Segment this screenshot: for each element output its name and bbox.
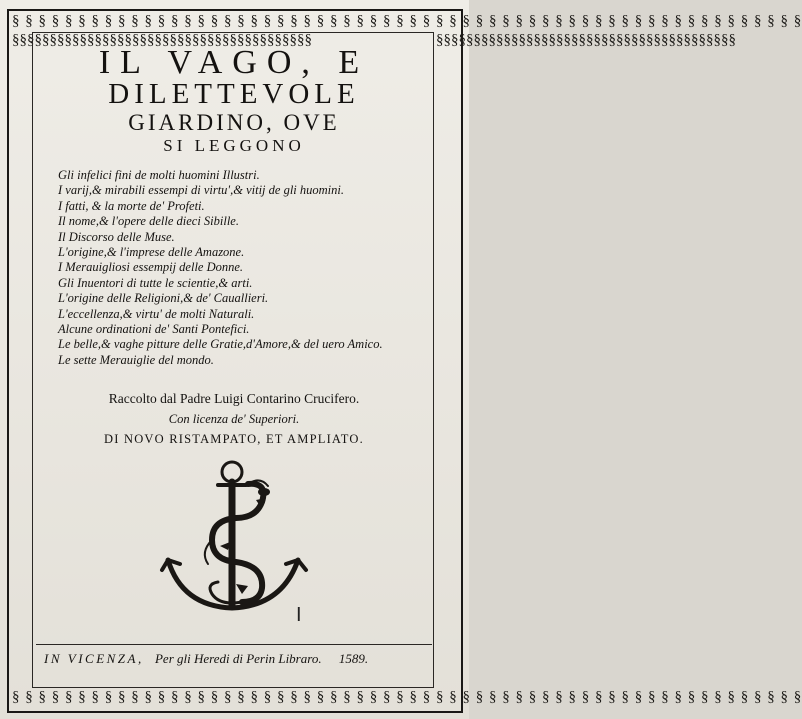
contents-item: I Merauigliosi essempij delle Donne.: [58, 260, 244, 275]
contents-item: Le sette Merauiglie del mondo.: [58, 352, 214, 367]
right-ornamental-band: §§§§§§§§§§§§§§§§§§§§§§§§§§§§§§§§§§§§§§§§: [436, 32, 736, 48]
contents-item: Il nome,& l'opere delle dieci Sibille.: [58, 214, 239, 229]
imprint-printer: Per gli Heredi di Perin Libraro.: [154, 651, 322, 666]
title-line-1: IL VAGO, E: [98, 44, 370, 81]
top-ornamental-band: § § § § § § § § § § § § § § § § § § § § § § § § § § § § § § § § § § § § § § § § § § § § § § § § § § § § § § § § § § § §: [12, 13, 802, 29]
contents-item: Le belle,& vaghe pitture delle Gratie,d'Amore,& del uero Amico.: [58, 337, 383, 352]
contents-item: L'origine,& l'imprese delle Amazone.: [58, 244, 245, 259]
contents-item: Gli Inuentori di tutte le scientie,& arti.: [58, 275, 253, 290]
license-line: Con licenza de' Superiori.: [168, 412, 300, 426]
contents-item: Il Discorso delle Muse.: [58, 229, 175, 244]
imprint-city: IN VICENZA,: [44, 651, 144, 666]
contents-item: I fatti, & la morte de' Profeti.: [58, 198, 205, 213]
contents-item: Alcune ordinationi de' Santi Pontefici.: [58, 321, 250, 336]
imprint-rule: [36, 644, 432, 645]
contents-list: [58, 168, 430, 368]
title-line-4: SI LEGGONO: [163, 136, 305, 155]
bottom-ornamental-band: § § § § § § § § § § § § § § § § § § § § § § § § § § § § § § § § § § § § § § § § § § § § § § § § § § § § § § § § § § § §: [12, 689, 802, 705]
contents-item: L'origine delle Religioni,& de' Cauallieri.: [58, 291, 269, 306]
manuscript-mark: I: [296, 604, 302, 626]
anchor-dolphin-printers-mark: [160, 456, 310, 626]
compiler-line: Raccolto dal Padre Luigi Contarino Crucifero.: [108, 391, 360, 406]
title-line-3: GIARDINO, OVE: [128, 110, 340, 135]
contents-item: L'eccellenza,& virtu' de molti Naturali.: [58, 306, 255, 321]
left-ornamental-band: §§§§§§§§§§§§§§§§§§§§§§§§§§§§§§§§§§§§§§§§: [12, 32, 312, 48]
imprint-year: 1589.: [338, 651, 369, 666]
contents-item: Gli infelici fini de molti huomini Illustri.: [58, 168, 260, 182]
contents-item: I varij,& mirabili essempi di virtu',& vitij de gli huomini.: [58, 183, 344, 198]
imprint-line: [44, 651, 434, 667]
title-line-2: DILETTEVOLE: [108, 78, 360, 110]
reprint-line: DI NOVO RISTAMPATO, ET AMPLIATO.: [104, 432, 364, 446]
